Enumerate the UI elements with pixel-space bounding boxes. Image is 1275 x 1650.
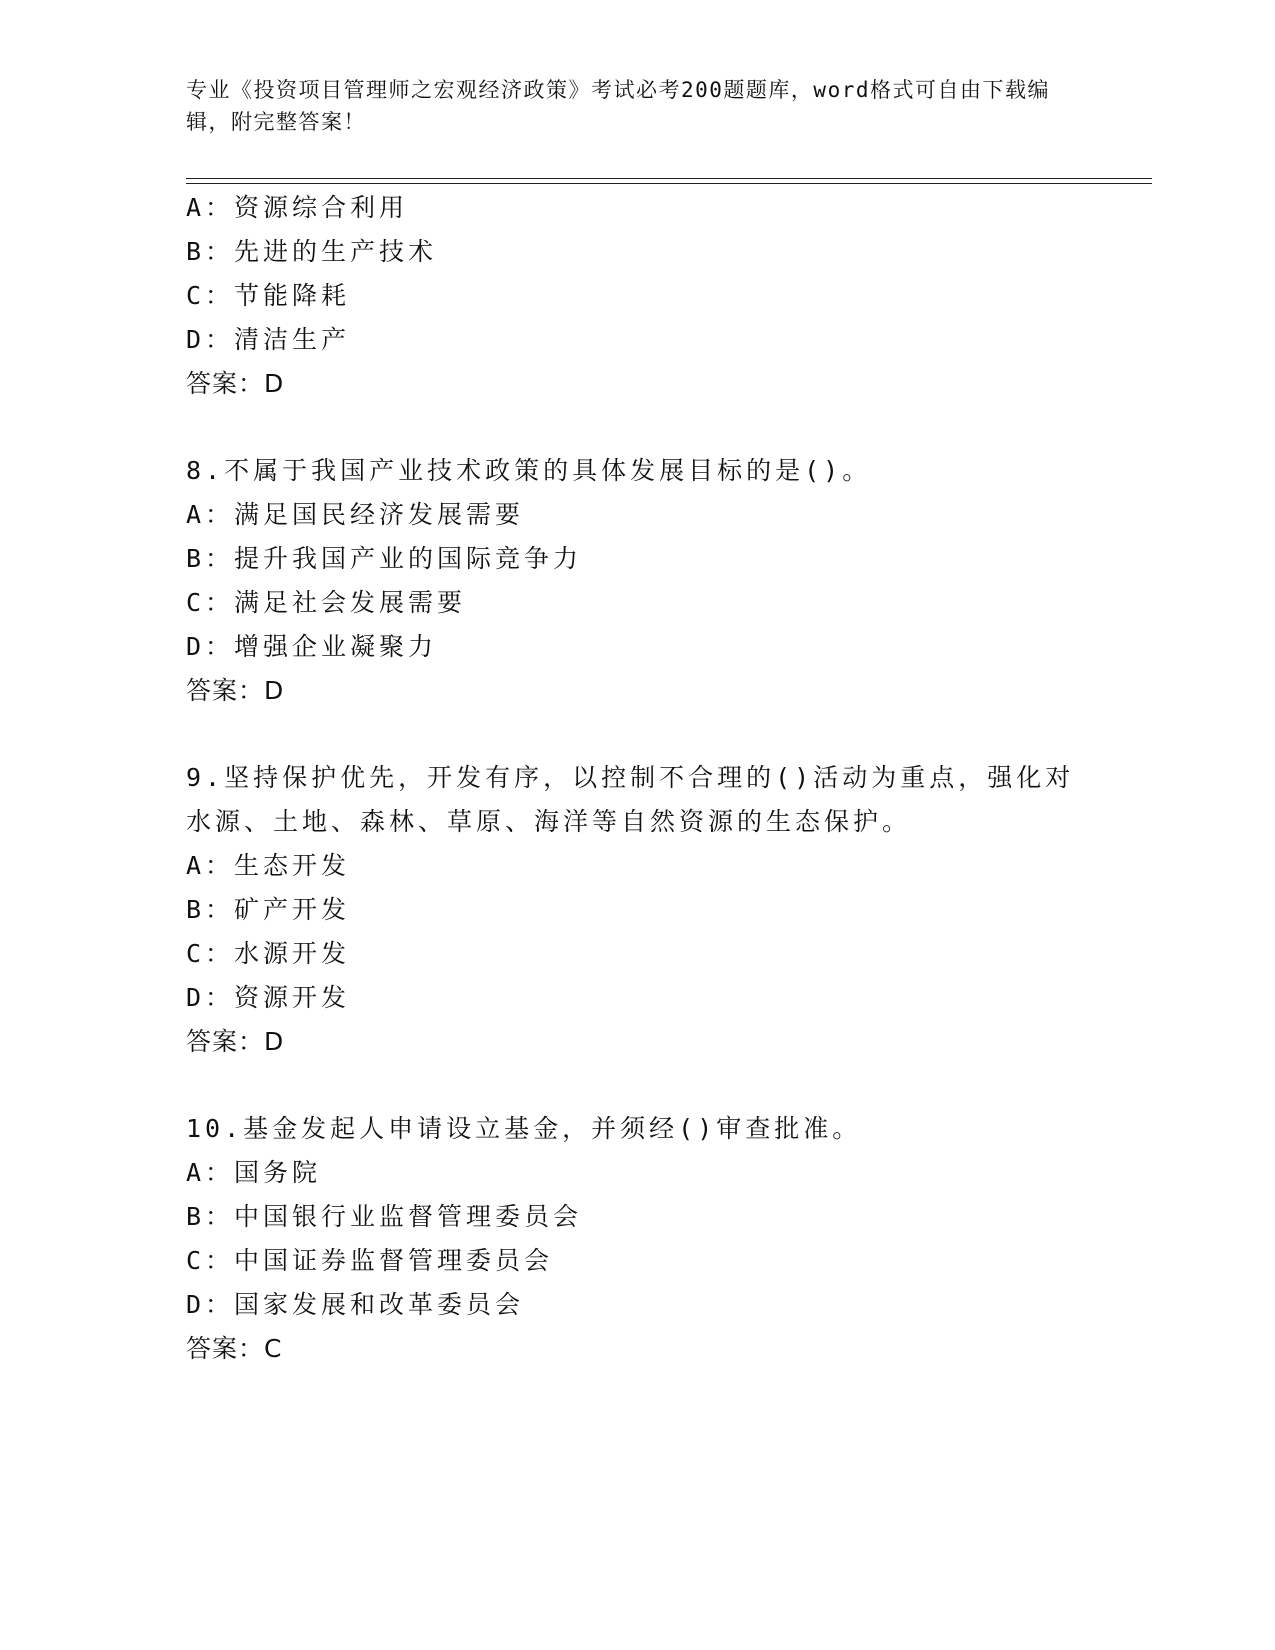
q10-option-a: A：国务院: [186, 1158, 322, 1187]
q8-text: 8.不属于我国产业技术政策的具体发展目标的是()。: [186, 456, 872, 485]
q9-option-d: D：资源开发: [186, 983, 351, 1012]
q9-text-line-1: 9.坚持保护优先，开发有序，以控制不合理的()活动为重点，强化对: [186, 763, 1075, 792]
q8-option-a: A：满足国民经济发展需要: [186, 500, 525, 529]
q10-option-c: C：中国证券监督管理委员会: [186, 1246, 554, 1275]
q10-answer: 答案：C: [186, 1334, 283, 1363]
q9-option-a: A：生态开发: [186, 851, 351, 880]
q7-option-a: A：资源综合利用: [186, 193, 409, 222]
header-divider-top: [186, 178, 1152, 179]
q10-option-d: D：国家发展和改革委员会: [186, 1290, 525, 1319]
q10-text: 10.基金发起人申请设立基金，并须经()审查批准。: [186, 1114, 862, 1143]
document-header-title: 专业《投资项目管理师之宏观经济政策》考试必考200题题库，word格式可自由下载编辑，附完整答案！: [186, 78, 1050, 134]
q8-answer: 答案：D: [186, 676, 285, 705]
q7-option-d: D：清洁生产: [186, 325, 351, 354]
q7-option-b: B：先进的生产技术: [186, 237, 438, 266]
q9-option-c: C：水源开发: [186, 939, 351, 968]
q8-option-c: C：满足社会发展需要: [186, 588, 467, 617]
q9-option-b: B：矿产开发: [186, 895, 351, 924]
q9-answer: 答案：D: [186, 1027, 285, 1056]
q7-answer: 答案：D: [186, 369, 285, 398]
header-divider-bottom: [186, 183, 1152, 184]
q8-option-b: B：提升我国产业的国际竞争力: [186, 544, 583, 573]
q10-option-b: B：中国银行业监督管理委员会: [186, 1202, 583, 1231]
q9-text-line-2: 水源、土地、森林、草原、海洋等自然资源的生态保护。: [186, 807, 912, 836]
q8-option-d: D：增强企业凝聚力: [186, 632, 438, 661]
q7-option-c: C：节能降耗: [186, 281, 351, 310]
